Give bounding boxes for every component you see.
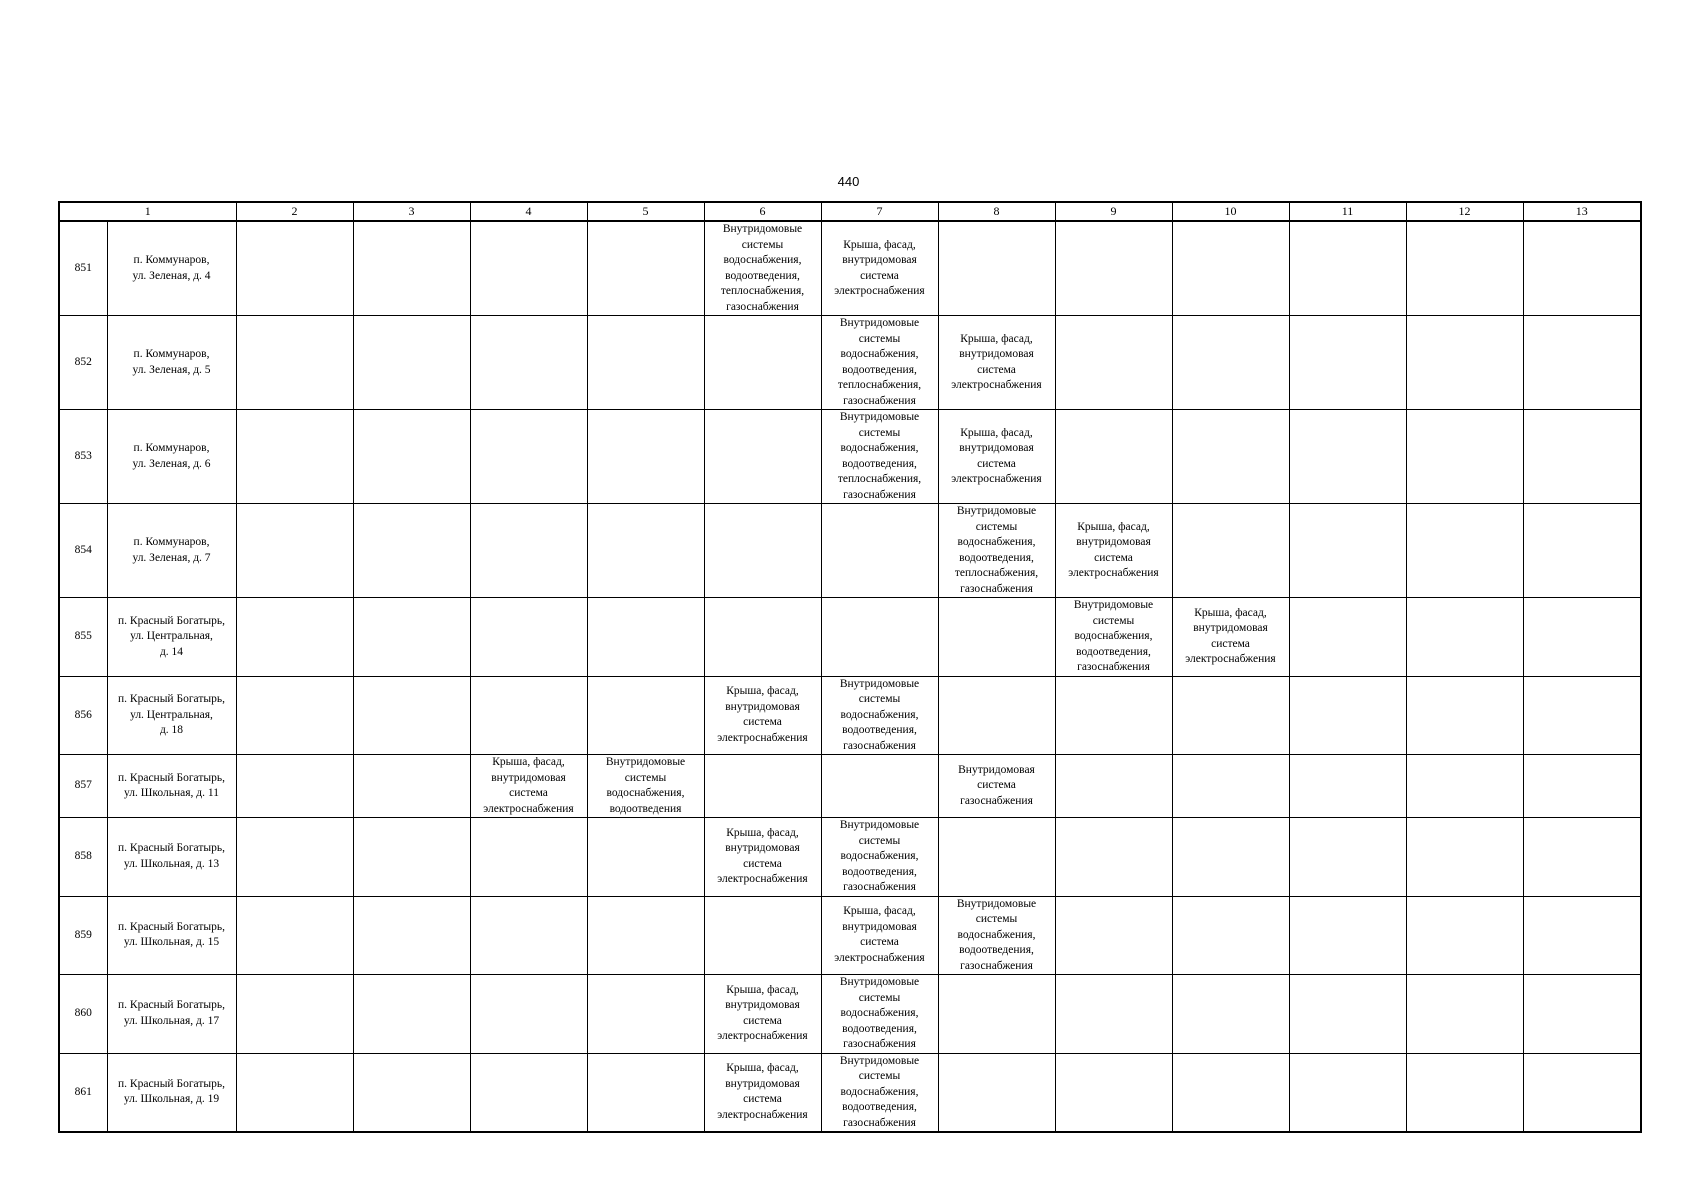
work-cell-col-7: Внутридомовые системы водоснабжения, водоотведения, теплоснабжения, газоснабжения <box>821 410 938 504</box>
work-cell-col-10 <box>1172 316 1289 410</box>
work-cell-col-5: Внутридомовые системы водоснабжения, водоотведения <box>587 755 704 818</box>
table-row <box>59 410 1641 504</box>
address-cell: п. Красный Богатырь, ул. Школьная, д. 19 <box>107 1053 236 1132</box>
work-cell-col-13 <box>1523 755 1641 818</box>
work-cell-col-12 <box>1406 504 1523 598</box>
work-cell-col-5 <box>587 504 704 598</box>
work-cell-col-2 <box>236 316 353 410</box>
work-cell-col-13 <box>1523 221 1641 316</box>
address-cell: п. Коммунаров, ул. Зеленая, д. 7 <box>107 504 236 598</box>
work-cell-col-7: Крыша, фасад, внутридомовая система электроснабжения <box>821 221 938 316</box>
work-cell-col-6: Крыша, фасад, внутридомовая система электроснабжения <box>704 975 821 1054</box>
work-cell-col-8: Внутридомовая система газоснабжения <box>938 755 1055 818</box>
work-cell-col-2 <box>236 598 353 677</box>
work-cell-col-2 <box>236 410 353 504</box>
work-cell-col-13 <box>1523 410 1641 504</box>
work-cell-col-12 <box>1406 316 1523 410</box>
table-header <box>59 202 1641 221</box>
address-cell: п. Коммунаров, ул. Зеленая, д. 4 <box>107 221 236 316</box>
work-cell-col-7: Внутридомовые системы водоснабжения, водоотведения, газоснабжения <box>821 676 938 755</box>
address-cell: п. Красный Богатырь, ул. Школьная, д. 15 <box>107 896 236 975</box>
work-cell-col-7: Внутридомовые системы водоснабжения, водоотведения, газоснабжения <box>821 975 938 1054</box>
work-cell-col-2 <box>236 221 353 316</box>
column-header-9: 9 <box>1055 202 1172 221</box>
row-number: 861 <box>59 1053 107 1132</box>
work-cell-col-8 <box>938 975 1055 1054</box>
table-row <box>59 676 1641 755</box>
work-cell-col-11 <box>1289 504 1406 598</box>
work-cell-col-12 <box>1406 818 1523 897</box>
work-cell-col-7 <box>821 504 938 598</box>
address-cell: п. Красный Богатырь, ул. Центральная, д. 14 <box>107 598 236 677</box>
work-cell-col-11 <box>1289 1053 1406 1132</box>
row-number: 857 <box>59 755 107 818</box>
table-row <box>59 818 1641 897</box>
work-cell-col-9 <box>1055 896 1172 975</box>
work-cell-col-2 <box>236 896 353 975</box>
work-cell-col-3 <box>353 221 470 316</box>
work-cell-col-10 <box>1172 818 1289 897</box>
work-cell-col-5 <box>587 676 704 755</box>
work-cell-col-6 <box>704 410 821 504</box>
work-cell-col-13 <box>1523 818 1641 897</box>
work-cell-col-10 <box>1172 221 1289 316</box>
row-number: 858 <box>59 818 107 897</box>
work-cell-col-11 <box>1289 818 1406 897</box>
work-cell-col-10 <box>1172 410 1289 504</box>
column-header-11: 11 <box>1289 202 1406 221</box>
work-cell-col-7 <box>821 598 938 677</box>
work-cell-col-10 <box>1172 1053 1289 1132</box>
work-cell-col-5 <box>587 598 704 677</box>
work-cell-col-11 <box>1289 975 1406 1054</box>
work-cell-col-9 <box>1055 410 1172 504</box>
data-table <box>58 201 1642 1133</box>
work-cell-col-4 <box>470 896 587 975</box>
table-row <box>59 316 1641 410</box>
row-number: 860 <box>59 975 107 1054</box>
work-cell-col-13 <box>1523 316 1641 410</box>
work-cell-col-8 <box>938 676 1055 755</box>
row-number: 851 <box>59 221 107 316</box>
column-header-5: 5 <box>587 202 704 221</box>
column-header-1: 1 <box>59 202 236 221</box>
row-number: 855 <box>59 598 107 677</box>
work-cell-col-11 <box>1289 410 1406 504</box>
work-cell-col-13 <box>1523 504 1641 598</box>
work-cell-col-6: Крыша, фасад, внутридомовая система электроснабжения <box>704 1053 821 1132</box>
table-row <box>59 755 1641 818</box>
address-cell: п. Коммунаров, ул. Зеленая, д. 6 <box>107 410 236 504</box>
address-cell: п. Красный Богатырь, ул. Школьная, д. 13 <box>107 818 236 897</box>
column-header-10: 10 <box>1172 202 1289 221</box>
work-cell-col-3 <box>353 896 470 975</box>
work-cell-col-4 <box>470 316 587 410</box>
work-cell-col-8: Внутридомовые системы водоснабжения, водоотведения, газоснабжения <box>938 896 1055 975</box>
work-cell-col-8 <box>938 818 1055 897</box>
row-number: 859 <box>59 896 107 975</box>
work-cell-col-10 <box>1172 975 1289 1054</box>
work-cell-col-4 <box>470 818 587 897</box>
address-cell: п. Коммунаров, ул. Зеленая, д. 5 <box>107 316 236 410</box>
table-row <box>59 896 1641 975</box>
work-cell-col-13 <box>1523 598 1641 677</box>
work-cell-col-3 <box>353 755 470 818</box>
work-cell-col-13 <box>1523 896 1641 975</box>
work-cell-col-10 <box>1172 755 1289 818</box>
work-cell-col-2 <box>236 818 353 897</box>
work-cell-col-4 <box>470 1053 587 1132</box>
work-cell-col-7: Крыша, фасад, внутридомовая система электроснабжения <box>821 896 938 975</box>
header-row <box>59 202 1641 221</box>
work-cell-col-6 <box>704 316 821 410</box>
work-cell-col-6 <box>704 504 821 598</box>
table-body <box>59 221 1641 1132</box>
work-cell-col-6: Крыша, фасад, внутридомовая система электроснабжения <box>704 818 821 897</box>
work-cell-col-12 <box>1406 975 1523 1054</box>
work-cell-col-2 <box>236 504 353 598</box>
work-cell-col-11 <box>1289 755 1406 818</box>
work-cell-col-5 <box>587 410 704 504</box>
work-cell-col-7 <box>821 755 938 818</box>
table-row <box>59 975 1641 1054</box>
row-number: 856 <box>59 676 107 755</box>
address-cell: п. Красный Богатырь, ул. Школьная, д. 11 <box>107 755 236 818</box>
work-cell-col-12 <box>1406 410 1523 504</box>
row-number: 854 <box>59 504 107 598</box>
row-number: 853 <box>59 410 107 504</box>
work-cell-col-3 <box>353 598 470 677</box>
work-cell-col-13 <box>1523 676 1641 755</box>
work-cell-col-2 <box>236 975 353 1054</box>
work-cell-col-9 <box>1055 676 1172 755</box>
work-cell-col-11 <box>1289 676 1406 755</box>
work-cell-col-8 <box>938 1053 1055 1132</box>
column-header-3: 3 <box>353 202 470 221</box>
work-cell-col-3 <box>353 1053 470 1132</box>
work-cell-col-5 <box>587 975 704 1054</box>
work-cell-col-12 <box>1406 598 1523 677</box>
work-cell-col-11 <box>1289 316 1406 410</box>
work-cell-col-12 <box>1406 1053 1523 1132</box>
work-cell-col-12 <box>1406 755 1523 818</box>
row-number: 852 <box>59 316 107 410</box>
work-cell-col-10: Крыша, фасад, внутридомовая система электроснабжения <box>1172 598 1289 677</box>
work-cell-col-9 <box>1055 975 1172 1054</box>
work-cell-col-11 <box>1289 598 1406 677</box>
work-cell-col-12 <box>1406 221 1523 316</box>
work-cell-col-9 <box>1055 755 1172 818</box>
work-cell-col-6: Внутридомовые системы водоснабжения, водоотведения, теплоснабжения, газоснабжения <box>704 221 821 316</box>
column-header-13: 13 <box>1523 202 1641 221</box>
column-header-6: 6 <box>704 202 821 221</box>
work-cell-col-5 <box>587 316 704 410</box>
work-cell-col-8: Внутридомовые системы водоснабжения, водоотведения, теплоснабжения, газоснабжения <box>938 504 1055 598</box>
work-cell-col-3 <box>353 818 470 897</box>
column-header-12: 12 <box>1406 202 1523 221</box>
work-cell-col-4 <box>470 410 587 504</box>
work-cell-col-6: Крыша, фасад, внутридомовая система электроснабжения <box>704 676 821 755</box>
work-cell-col-9 <box>1055 818 1172 897</box>
work-cell-col-4 <box>470 221 587 316</box>
work-cell-col-9 <box>1055 316 1172 410</box>
address-cell: п. Красный Богатырь, ул. Школьная, д. 17 <box>107 975 236 1054</box>
work-cell-col-12 <box>1406 896 1523 975</box>
work-cell-col-2 <box>236 676 353 755</box>
work-cell-col-3 <box>353 410 470 504</box>
work-cell-col-6 <box>704 598 821 677</box>
work-cell-col-5 <box>587 221 704 316</box>
work-cell-col-7: Внутридомовые системы водоснабжения, водоотведения, теплоснабжения, газоснабжения <box>821 316 938 410</box>
work-cell-col-9: Внутридомовые системы водоснабжения, водоотведения, газоснабжения <box>1055 598 1172 677</box>
work-cell-col-5 <box>587 1053 704 1132</box>
work-cell-col-10 <box>1172 676 1289 755</box>
work-cell-col-7: Внутридомовые системы водоснабжения, водоотведения, газоснабжения <box>821 818 938 897</box>
address-cell: п. Красный Богатырь, ул. Центральная, д. 18 <box>107 676 236 755</box>
page-number: 440 <box>837 174 860 189</box>
table-row <box>59 504 1641 598</box>
work-cell-col-8: Крыша, фасад, внутридомовая система электроснабжения <box>938 410 1055 504</box>
work-cell-col-13 <box>1523 975 1641 1054</box>
column-header-4: 4 <box>470 202 587 221</box>
work-cell-col-4 <box>470 975 587 1054</box>
work-cell-col-3 <box>353 676 470 755</box>
work-cell-col-6 <box>704 896 821 975</box>
table-row <box>59 598 1641 677</box>
work-cell-col-8: Крыша, фасад, внутридомовая система электроснабжения <box>938 316 1055 410</box>
work-cell-col-2 <box>236 755 353 818</box>
work-cell-col-8 <box>938 221 1055 316</box>
work-cell-col-5 <box>587 818 704 897</box>
column-header-2: 2 <box>236 202 353 221</box>
work-cell-col-7: Внутридомовые системы водоснабжения, водоотведения, газоснабжения <box>821 1053 938 1132</box>
work-cell-col-11 <box>1289 221 1406 316</box>
column-header-8: 8 <box>938 202 1055 221</box>
work-cell-col-9 <box>1055 221 1172 316</box>
work-cell-col-3 <box>353 975 470 1054</box>
column-header-7: 7 <box>821 202 938 221</box>
work-cell-col-12 <box>1406 676 1523 755</box>
work-cell-col-3 <box>353 504 470 598</box>
work-cell-col-6 <box>704 755 821 818</box>
work-cell-col-4 <box>470 598 587 677</box>
work-cell-col-9: Крыша, фасад, внутридомовая система электроснабжения <box>1055 504 1172 598</box>
work-cell-col-2 <box>236 1053 353 1132</box>
work-cell-col-10 <box>1172 896 1289 975</box>
work-cell-col-13 <box>1523 1053 1641 1132</box>
work-cell-col-4 <box>470 676 587 755</box>
work-cell-col-4 <box>470 504 587 598</box>
work-cell-col-8 <box>938 598 1055 677</box>
work-cell-col-4: Крыша, фасад, внутридомовая система электроснабжения <box>470 755 587 818</box>
work-cell-col-5 <box>587 896 704 975</box>
work-cell-col-3 <box>353 316 470 410</box>
work-cell-col-11 <box>1289 896 1406 975</box>
table-row <box>59 221 1641 316</box>
work-cell-col-10 <box>1172 504 1289 598</box>
table-row <box>59 1053 1641 1132</box>
work-cell-col-9 <box>1055 1053 1172 1132</box>
